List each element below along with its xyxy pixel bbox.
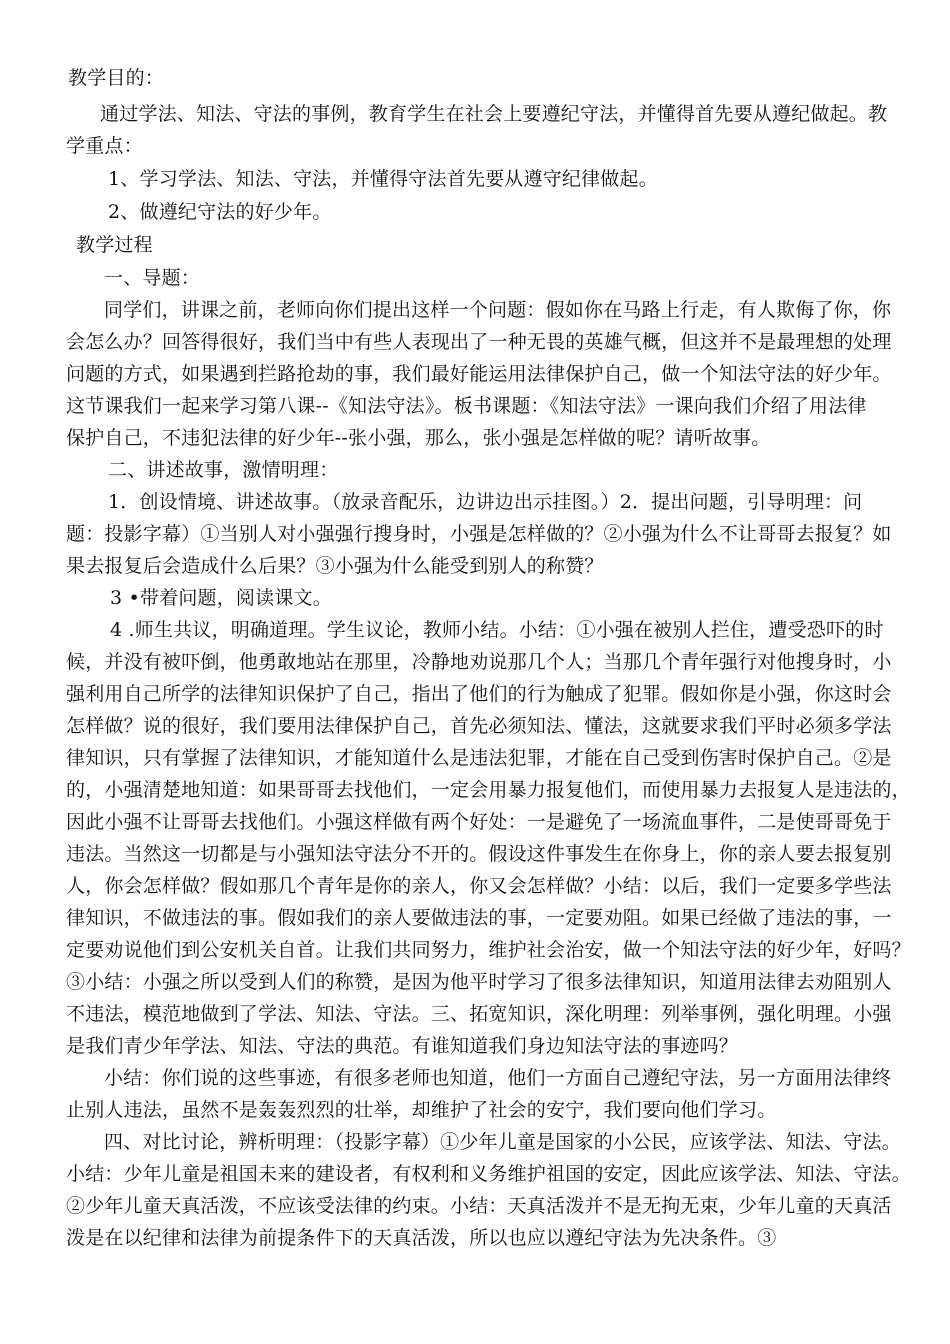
heading-teaching-goals: 教学目的： xyxy=(68,67,165,89)
paragraph-line: 学重点： xyxy=(66,135,143,157)
paragraph-line: 不违法，模范地做到了学法、知法、守法。三、拓宽知识，深化明理：列举事例，强化明理。小强 xyxy=(66,1003,892,1025)
paragraph-line: 4 .师生共议，明确道理。学生议论，教师小结。小结：①小强在被别人拦住，遭受恐吓的时 xyxy=(110,619,884,641)
paragraph-line: 同学们，讲课之前，老师向你们提出这样一个问题：假如你在马路上行走，有人欺侮了你，你 xyxy=(104,299,892,321)
paragraph-line: 3 •带着问题，阅读课文。 xyxy=(110,587,332,609)
list-item-focus-1: 1、学习学法、知法、守法，并懂得守法首先要从遵守纪律做起。 xyxy=(108,168,658,190)
paragraph-line: 果去报复后会造成什么后果？③小强为什么能受到别人的称赞？ xyxy=(66,555,604,577)
list-item-focus-2: 2、做遵纪守法的好少年。 xyxy=(108,201,332,223)
paragraph-line: 1．创设情境、讲述故事。（放录音配乐，边讲边出示挂图。）2．提出问题，引导明理：问 xyxy=(108,491,863,513)
section-heading-story: 二、讲述故事，激情明理： xyxy=(108,459,339,481)
paragraph-line: 通过学法、知法、守法的事例，教育学生在社会上要遵纪守法，并懂得首先要从遵纪做起。教 xyxy=(100,103,888,125)
section-heading-compare: 四、对比讨论，辨析明理：（投影字幕）①少年儿童是国家的小公民，应该学法、知法、守法。 xyxy=(104,1131,901,1153)
paragraph-line: ②少年儿童天真活泼，不应该受法律的约束。小结：天真活泼并不是无拘无束，少年儿童的天真活 xyxy=(66,1195,892,1217)
paragraph-line: 保护自己，不违犯法律的好少年--张小强，那么，张小强是怎样做的呢？请听故事。 xyxy=(66,427,771,449)
paragraph-line: 泼是在以纪律和法律为前提条件下的天真活泼，所以也应以遵纪守法为先决条件。③ xyxy=(66,1227,777,1249)
paragraph-line: ③小结：小强之所以受到人们的称赞，是因为他平时学习了很多法律知识，知道用法律去劝阻别人 xyxy=(66,971,892,993)
paragraph-line: 小结：少年儿童是祖国未来的建设者，有权利和义务维护祖国的安定，因此应该学法、知法、守法。 xyxy=(66,1163,911,1185)
paragraph-line: 律知识，只有掌握了法律知识，才能知道什么是违法犯罪，才能在自己受到伤害时保护自己。②是 xyxy=(66,747,892,769)
paragraph-line: 候，并没有被吓倒，他勇敢地站在那里，冷静地劝说那几个人；当那几个青年强行对他搜身时，小 xyxy=(66,651,892,673)
paragraph-line: 人，你会怎样做？假如那几个青年是你的亲人，你又会怎样做？小结：以后，我们一定要多学些法 xyxy=(66,875,892,897)
paragraph-line: 因此小强不让哥哥去找他们。小强这样做有两个好处：一是避免了一场流血事件，二是使哥哥免于 xyxy=(66,811,892,833)
paragraph-line: 定要劝说他们到公安机关自首。让我们共同努力，维护社会治安，做一个知法守法的好少年，好吗？ xyxy=(66,939,911,961)
paragraph-line: 强利用自己所学的法律知识保护了自己，指出了他们的行为触成了犯罪。假如你是小强，你这时会 xyxy=(66,683,892,705)
paragraph-line: 怎样做？说的很好，我们要用法律保护自己，首先必须知法、懂法，这就要求我们平时必须多学法 xyxy=(66,715,892,737)
paragraph-line: 违法。当然这一切都是与小强知法守法分不开的。假设这件事发生在你身上，你的亲人要去报复别 xyxy=(66,843,892,865)
paragraph-line: 是我们青少年学法、知法、守法的典范。有谁知道我们身边知法守法的事迹吗？ xyxy=(66,1035,739,1057)
paragraph-line: 律知识，不做违法的事。假如我们的亲人要做违法的事，一定要劝阻。如果已经做了违法的事，一 xyxy=(66,907,892,929)
paragraph-line: 小结：你们说的这些事迹，有很多老师也知道，他们一方面自己遵纪守法，另一方面用法律终 xyxy=(104,1067,892,1089)
paragraph-line: 题：投影字幕）①当别人对小强强行搜身时，小强是怎样做的？②小强为什么不让哥哥去报复？如 xyxy=(66,523,892,545)
paragraph-line: 会怎么办？回答得很好，我们当中有些人表现出了一种无畏的英雄气概，但这并不是最理想的处理 xyxy=(66,331,892,353)
paragraph-line: 这节课我们一起来学习第八课--《知法守法》。板书课题：《知法守法》一课向我们介绍了用法律 xyxy=(66,395,867,417)
paragraph-line: 问题的方式，如果遇到拦路抢劫的事，我们最好能运用法律保护自己，做一个知法守法的好少年。 xyxy=(66,363,892,385)
heading-teaching-process: 教学过程 xyxy=(76,234,153,256)
section-heading-intro: 一、导题： xyxy=(104,267,201,289)
paragraph-line: 的，小强清楚地知道：如果哥哥去找他们，一定会用暴力报复他们，而使用暴力去报复人是违法的， xyxy=(66,779,911,801)
paragraph-line: 止别人违法，虽然不是轰轰烈烈的壮举，却维护了社会的安宁，我们要向他们学习。 xyxy=(66,1099,777,1121)
